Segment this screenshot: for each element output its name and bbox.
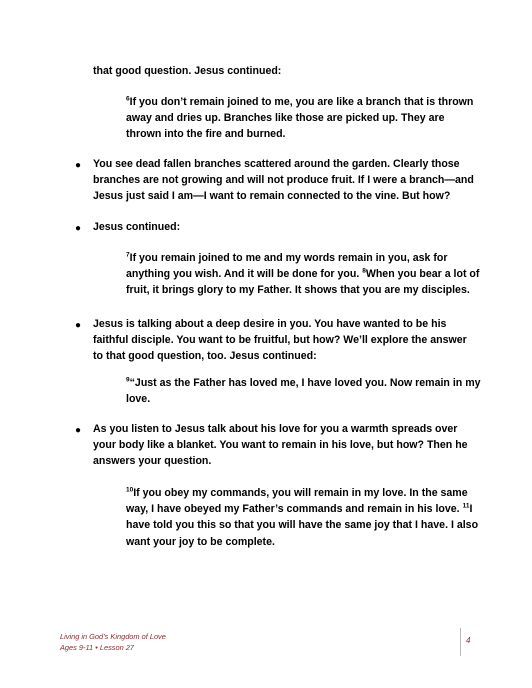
lead-line: that good question. Jesus continued:	[93, 65, 282, 77]
bullet-icon: ●	[75, 320, 82, 331]
verse-number: 9	[126, 376, 130, 384]
paragraph-jesus-continued: Jesus continued:	[93, 221, 181, 233]
bullet-icon: ●	[75, 160, 82, 171]
footer-title: Living in God’s Kingdom of Love	[60, 632, 166, 641]
bullet-icon: ●	[75, 223, 82, 234]
scripture-quote-7-8	[126, 250, 481, 299]
paragraph-warmth: As you listen to Jesus talk about his love for you a warmth spreads over your body like a blanket. You want to remain in his love, but how? Then he answers your question.	[93, 423, 468, 468]
paragraph-deep-desire: Jesus is talking about a deep desire in you. You have wanted to be his faithful disciple. You want to be fruitful, but how? We’ll explore the answer to that good question, too. Jesus continued:	[93, 318, 467, 363]
quote-text: “Just as the Father has loved me, I have loved you. Now remain in my love.	[126, 377, 481, 406]
quote-text: If you don’t remain joined to me, you are like a branch that is thrown away and dries up. Branches like those are picked up. They are thrown into the fire and burned.	[126, 96, 474, 141]
footer-lesson: Lesson 27	[99, 643, 134, 652]
quote-text: I have told you this so that you will have the same joy that I have. I also want your joy to be complete.	[126, 503, 479, 548]
verse-number: 7	[126, 251, 130, 259]
paragraph-dead-branches: You see dead fallen branches scattered around the garden. Clearly those branches are not growing and will not produce fruit. If I were a branch—and Jesus just said I am—I want to remain connected to the vine. But how?	[93, 158, 474, 203]
verse-number: 10	[126, 486, 134, 494]
verse-number: 11	[462, 502, 470, 510]
page-footer	[60, 631, 166, 653]
footer-ages: Ages 9-11	[60, 643, 94, 652]
quote-text: If you obey my commands, you will remain in my love. In the same way, I have obeyed my Father’s commands and remain in his love.	[126, 487, 468, 516]
verse-number: 8	[362, 267, 366, 275]
footer-subtitle	[60, 642, 166, 653]
scripture-quote-10-11	[126, 485, 481, 550]
verse-number: 6	[126, 95, 130, 103]
scripture-quote-6	[126, 94, 481, 143]
quote-text: When you bear a lot of fruit, it brings glory to my Father. It shows that you are my disciples.	[126, 268, 480, 297]
bullet-icon: ●	[75, 425, 82, 436]
footer-divider	[460, 628, 461, 656]
footer-separator: •	[95, 643, 98, 652]
quote-text: If you remain joined to me and my words remain in you, ask for anything you wish. And it will be done for you.	[126, 252, 448, 281]
scripture-quote-9	[126, 375, 481, 407]
page-number: 4	[466, 636, 471, 645]
